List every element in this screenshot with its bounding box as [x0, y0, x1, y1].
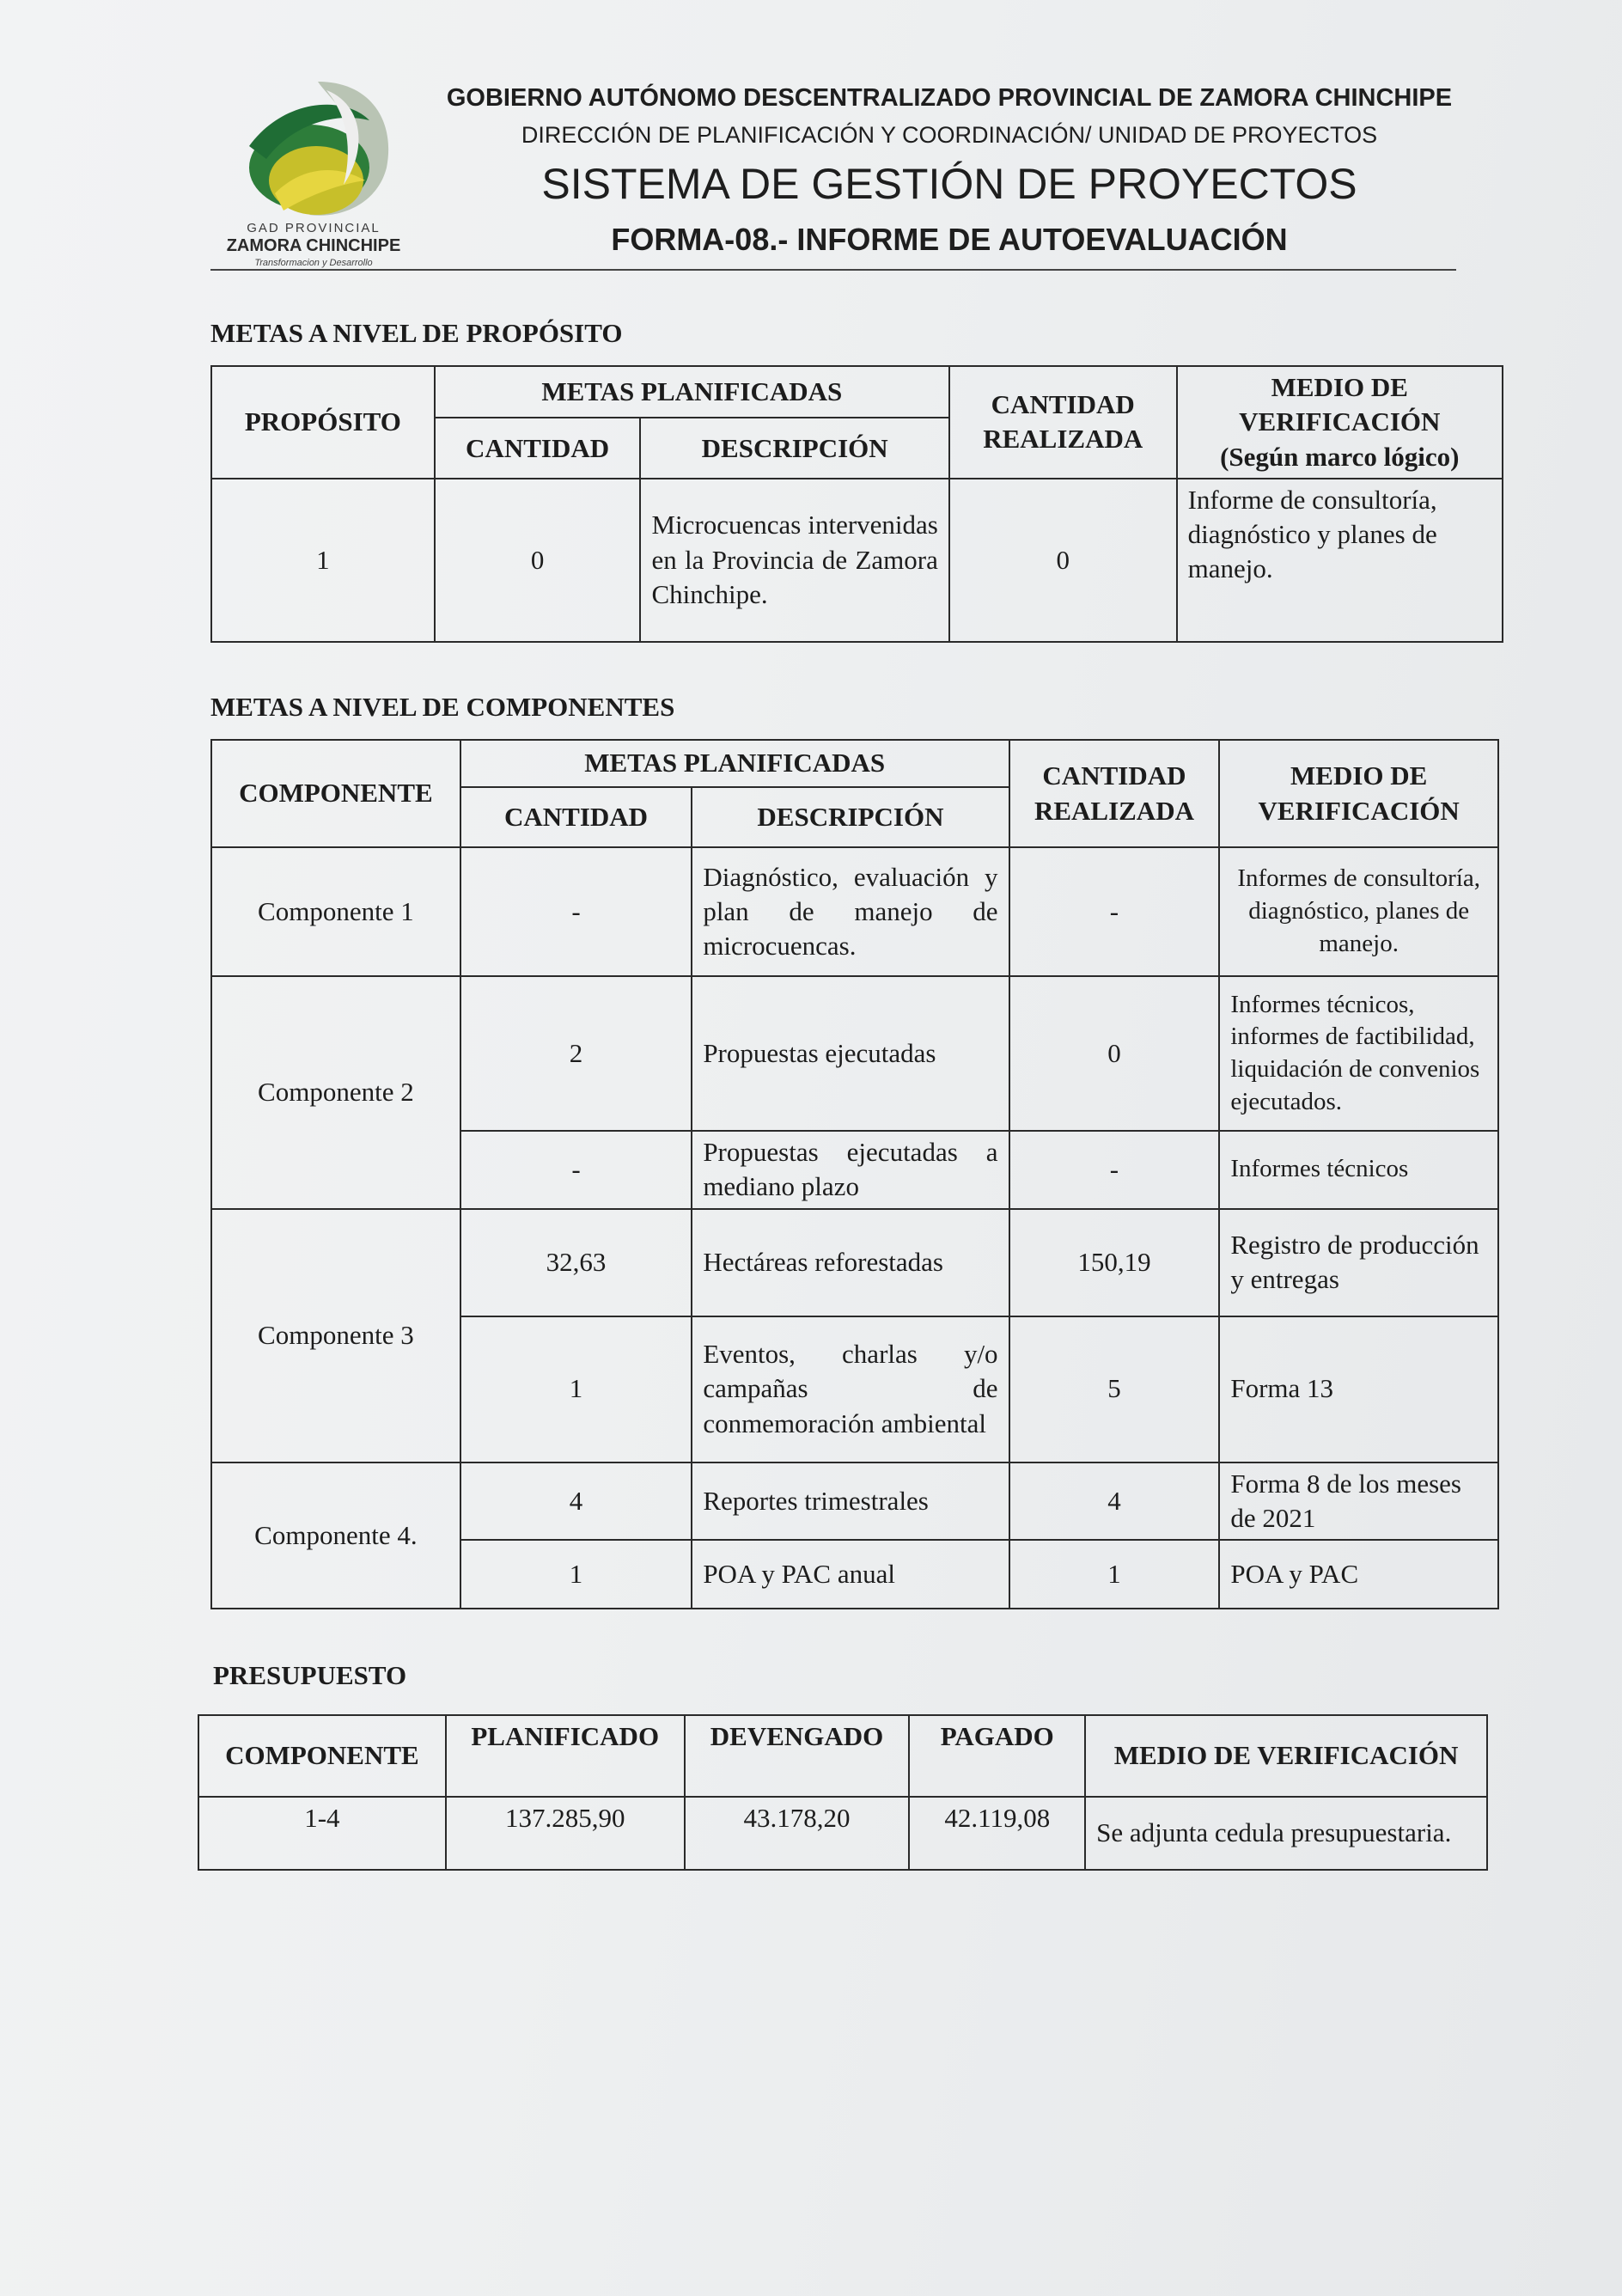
logo-line2: ZAMORA CHINCHIPE	[226, 236, 401, 255]
cell-proposito: 1	[211, 479, 435, 642]
section-title-proposito: METAS A NIVEL DE PROPÓSITO	[210, 318, 623, 348]
header-pagado: PAGADO	[909, 1715, 1085, 1797]
proposito-header-row	[211, 366, 1503, 418]
gad-logo	[206, 73, 421, 279]
header-cantidad: CANTIDAD	[460, 787, 692, 847]
system-title: SISTEMA DE GESTIÓN DE PROYECTOS	[541, 160, 1357, 208]
cell-cantidad: 2	[460, 976, 692, 1131]
header-descripcion: DESCRIPCIÓN	[692, 787, 1009, 847]
header-cantidad: CANTIDAD	[435, 418, 641, 478]
presupuesto-table	[198, 1714, 1488, 1871]
cell-cantidad: 1	[460, 1316, 692, 1462]
section-title-componentes: METAS A NIVEL DE COMPONENTES	[210, 692, 675, 722]
section-title-presupuesto: PRESUPUESTO	[213, 1660, 407, 1690]
cell-descripcion: Propuestas ejecutadas	[692, 976, 1009, 1131]
cell-realizada: 150,19	[1009, 1209, 1220, 1316]
cell-descripcion: Diagnóstico, evaluación y plan de manejo de microcuencas.	[692, 847, 1009, 976]
cell-descripcion: Reportes trimestrales	[692, 1462, 1009, 1541]
logo-line3: Transformacion y Desarrollo	[254, 258, 373, 268]
header-cantidad-realizada: CANTIDAD REALIZADA	[949, 366, 1177, 479]
cell-medio: Se adjunta cedula presupuestaria.	[1085, 1797, 1487, 1870]
cell-descripcion: Hectáreas reforestadas	[692, 1209, 1009, 1316]
cell-componente: Componente 3	[211, 1209, 460, 1462]
cell-realizada: -	[1009, 1131, 1220, 1209]
cell-realizada: 4	[1009, 1462, 1220, 1541]
cell-cantidad: 4	[460, 1462, 692, 1541]
header-metas-planificadas: METAS PLANIFICADAS	[435, 366, 949, 418]
cell-componente: Componente 1	[211, 847, 460, 976]
cell-componente: 1-4	[198, 1797, 446, 1870]
header-planificado: PLANIFICADO	[446, 1715, 685, 1797]
header-devengado: DEVENGADO	[685, 1715, 910, 1797]
cell-descripcion: Microcuencas intervenidas en la Provincia de Zamora Chinchipe.	[640, 479, 948, 642]
cell-cantidad: 1	[460, 1540, 692, 1609]
cell-medio: Informes técnicos	[1219, 1131, 1498, 1209]
proposito-table	[210, 365, 1503, 643]
header-medio-sub: (Según marco lógico)	[1220, 441, 1460, 472]
cell-medio: POA y PAC	[1219, 1540, 1498, 1609]
header-divider	[210, 269, 1456, 271]
cell-medio: Forma 8 de los meses de 2021	[1219, 1462, 1498, 1541]
cell-realizada: 0	[1009, 976, 1220, 1131]
header-descripcion: DESCRIPCIÓN	[640, 418, 948, 478]
table-row	[211, 479, 1503, 642]
header-metas-planificadas: METAS PLANIFICADAS	[460, 740, 1009, 787]
componentes-header-row	[211, 740, 1498, 787]
cell-medio: Registro de producción y entregas	[1219, 1209, 1498, 1316]
cell-medio: Forma 13	[1219, 1316, 1498, 1462]
header-proposito: PROPÓSITO	[211, 366, 435, 479]
cell-cantidad: 32,63	[460, 1209, 692, 1316]
cell-medio: Informes de consultoría, diagnóstico, planes de manejo.	[1219, 847, 1498, 976]
table-row	[211, 1209, 1498, 1316]
cell-realizada: 1	[1009, 1540, 1220, 1609]
table-row	[198, 1797, 1487, 1870]
header-cantidad-realizada: CANTIDAD REALIZADA	[1009, 740, 1220, 847]
cell-descripcion: Eventos, charlas y/o campañas de conmemoración ambiental	[692, 1316, 1009, 1462]
table-row	[211, 1462, 1498, 1541]
cell-realizada: 5	[1009, 1316, 1220, 1462]
cell-cantidad: -	[460, 1131, 692, 1209]
header-componente: COMPONENTE	[198, 1715, 446, 1797]
department-name: DIRECCIÓN DE PLANIFICACIÓN Y COORDINACIÓN/ UNIDAD DE PROYECTOS	[521, 122, 1378, 148]
logo-line1: GAD PROVINCIAL	[247, 221, 381, 235]
cell-realizada: 0	[949, 479, 1177, 642]
table-row	[211, 976, 1498, 1131]
componentes-table	[210, 739, 1499, 1609]
cell-cantidad: -	[460, 847, 692, 976]
header-medio-verificacion: MEDIO DE VERIFICACIÓN	[1085, 1715, 1487, 1797]
form-title: FORMA-08.- INFORME DE AUTOEVALUACIÓN	[611, 222, 1288, 257]
cell-descripcion: Propuestas ejecutadas a mediano plazo	[692, 1131, 1009, 1209]
cell-pagado: 42.119,08	[909, 1797, 1085, 1870]
cell-devengado: 43.178,20	[685, 1797, 910, 1870]
header-medio-verificacion	[1177, 366, 1503, 479]
cell-descripcion: POA y PAC anual	[692, 1540, 1009, 1609]
cell-componente: Componente 4.	[211, 1462, 460, 1609]
cell-cantidad: 0	[435, 479, 641, 642]
presupuesto-header-row	[198, 1715, 1487, 1797]
logo-emblem-icon	[223, 73, 404, 223]
cell-medio: Informe de consultoría, diagnóstico y planes de manejo.	[1177, 479, 1503, 642]
org-name: GOBIERNO AUTÓNOMO DESCENTRALIZADO PROVINCIAL DE ZAMORA CHINCHIPE	[446, 84, 1453, 112]
cell-planificado: 137.285,90	[446, 1797, 685, 1870]
header-componente: COMPONENTE	[211, 740, 460, 847]
header-medio-verificacion: MEDIO DE VERIFICACIÓN	[1219, 740, 1498, 847]
cell-medio: Informes técnicos, informes de factibilidad, liquidación de convenios ejecutados.	[1219, 976, 1498, 1131]
header-medio-label: MEDIO DE VERIFICACIÓN	[1239, 372, 1441, 437]
cell-componente: Componente 2	[211, 976, 460, 1209]
table-row	[211, 847, 1498, 976]
cell-realizada: -	[1009, 847, 1220, 976]
